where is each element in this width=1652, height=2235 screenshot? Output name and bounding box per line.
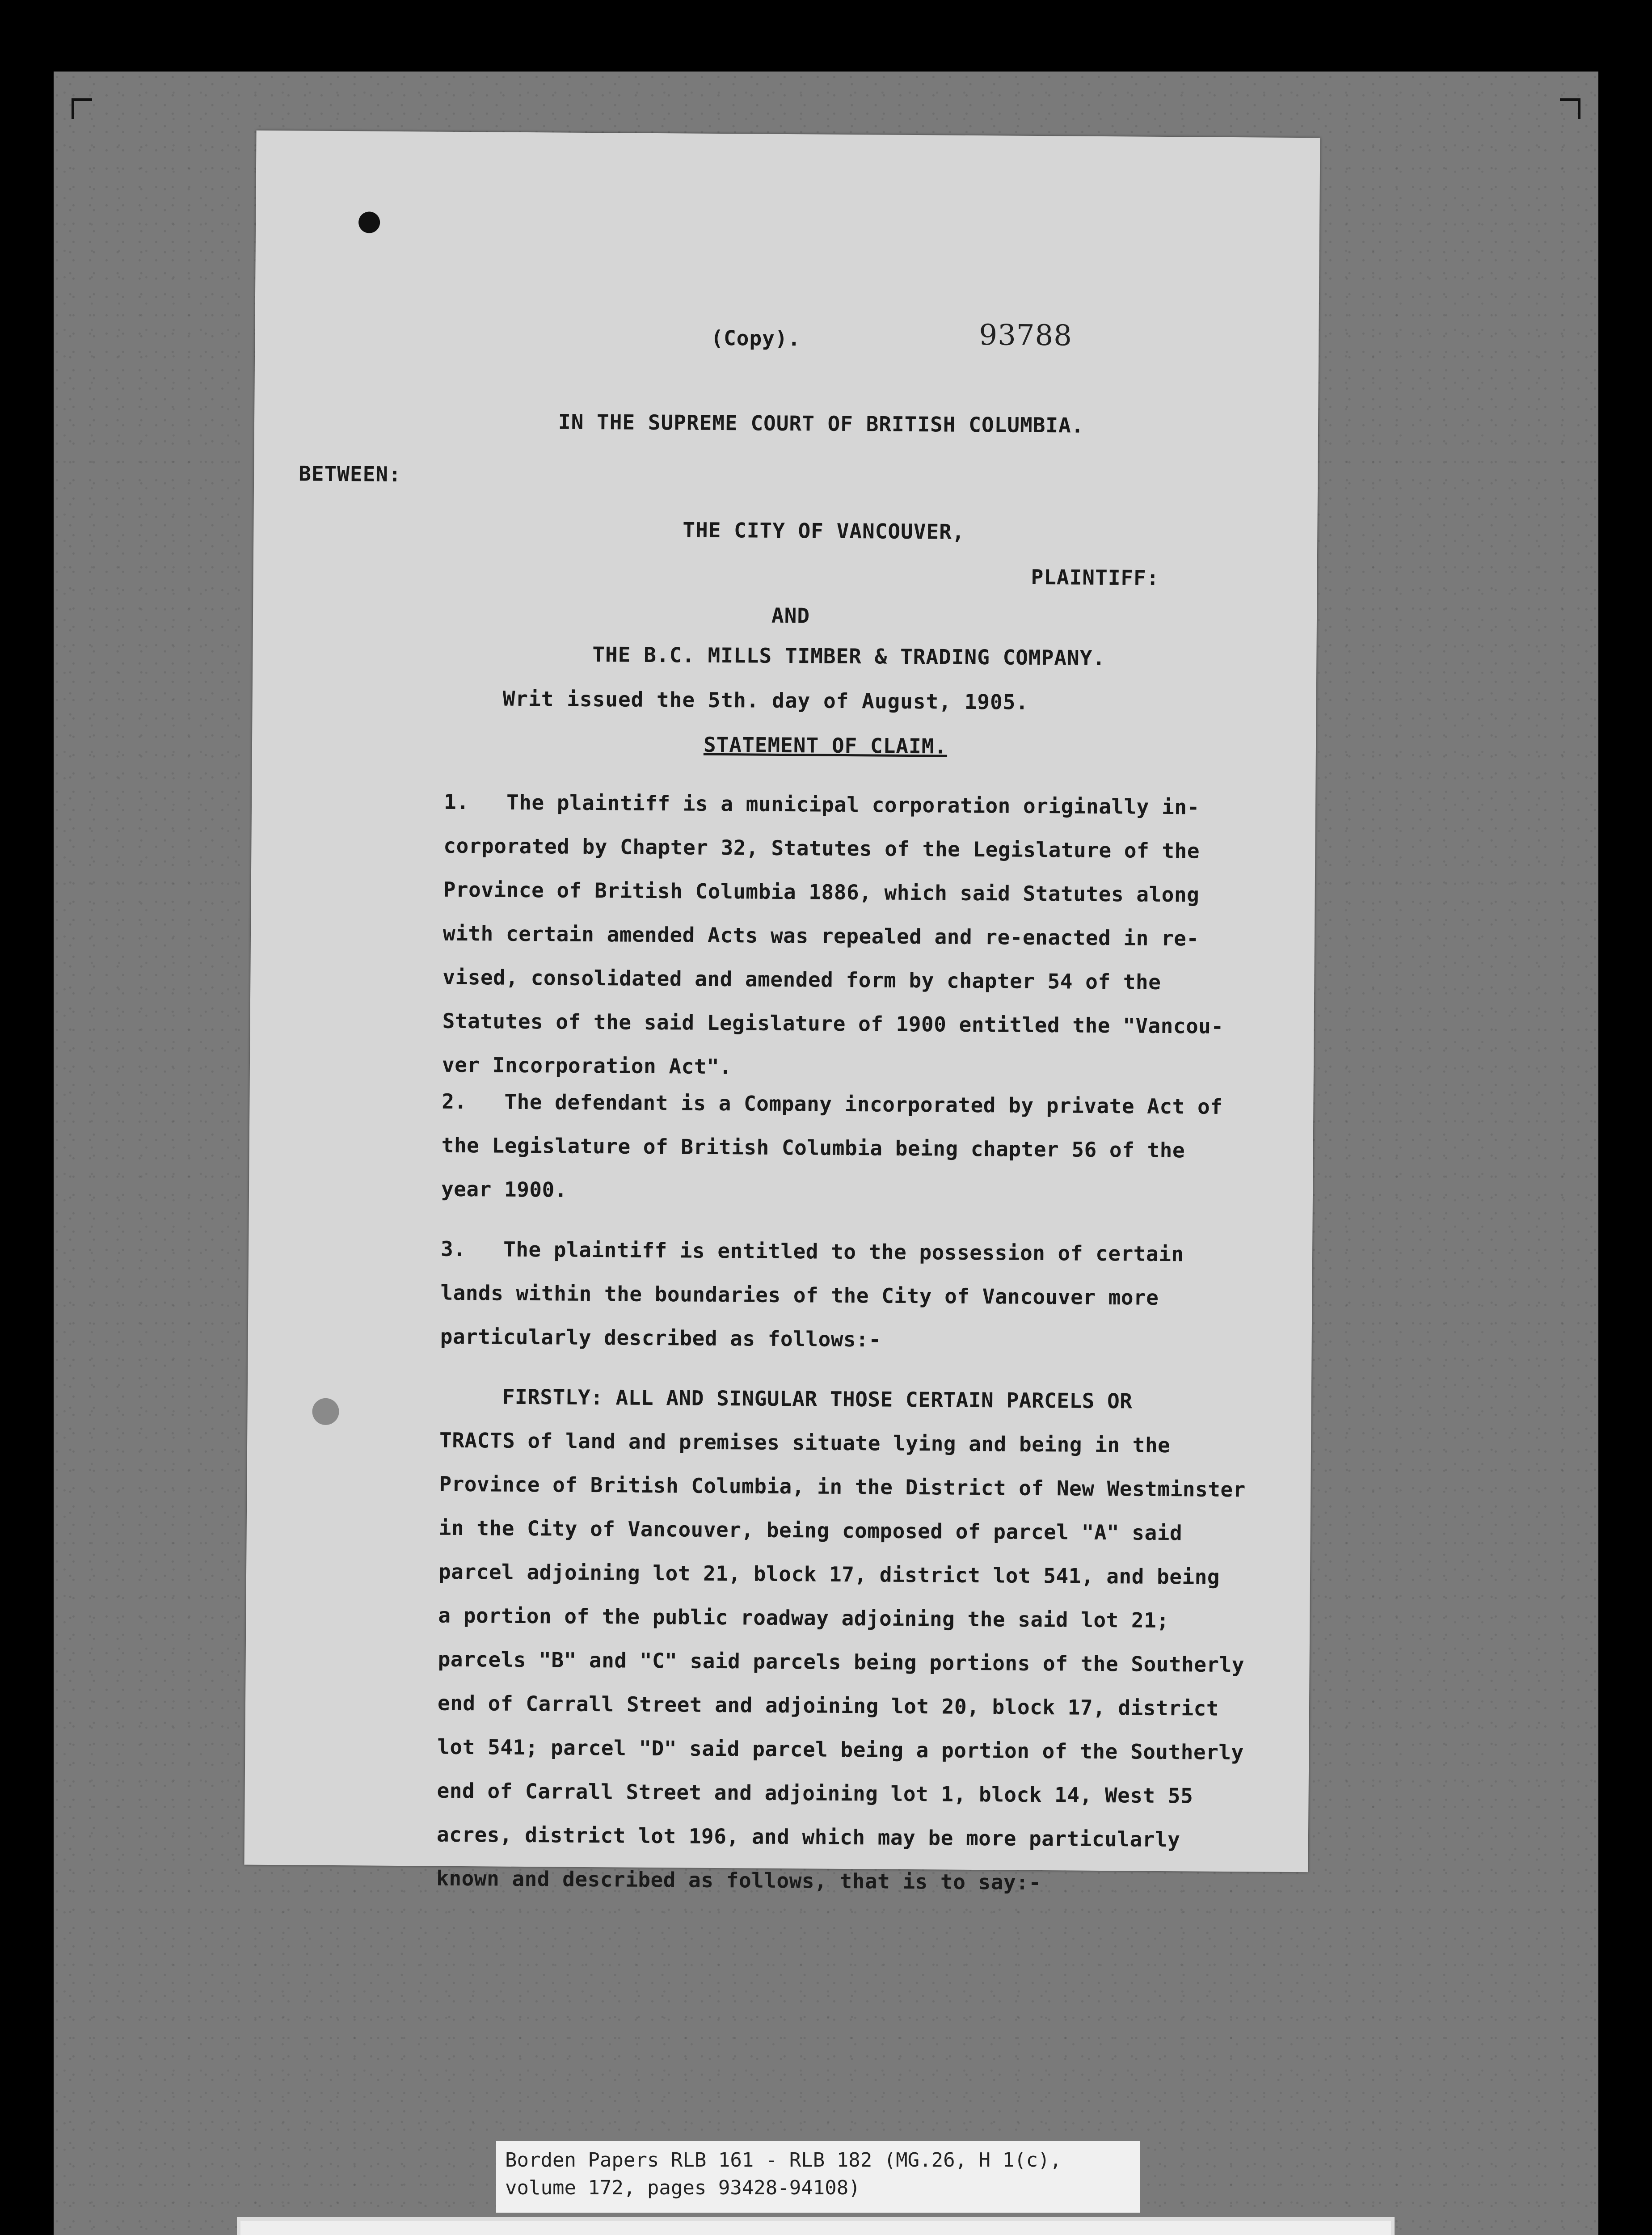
paragraph-line: The plaintiff is entitled to the possession of certain [503, 1237, 1184, 1266]
paragraph-line: corporated by Chapter 32, Statutes of the Legislature of the [443, 833, 1200, 863]
firstly-paragraph [436, 1375, 1289, 1906]
paragraph-line: the Legislature of British Columbia being chapter 56 of the [441, 1133, 1185, 1163]
archives-stamp [237, 2217, 1395, 2235]
paragraph-line: lot 541; parcel "D" said parcel being a portion of the Southerly [437, 1734, 1244, 1765]
paragraph-line: Province of British Columbia, in the District of New Westminster [439, 1472, 1246, 1502]
paragraph-line: Province of British Columbia 1886, which said Statutes along [443, 877, 1200, 907]
document-page [244, 131, 1320, 1895]
catalog-label [496, 2141, 1140, 2213]
paragraph-line: end of Carrall Street and adjoining lot 20, block 17, district [437, 1691, 1219, 1721]
paragraph-number: 2. [442, 1089, 467, 1114]
catalog-line: Borden Papers RLB 161 - RLB 182 (MG.26, H 1(c), [505, 2149, 1062, 2172]
court-title: IN THE SUPREME COURT OF BRITISH COLUMBIA. [558, 409, 1084, 438]
paragraph-line: Statutes of the said Legislature of 1900 entitled the "Vancou- [442, 1008, 1224, 1038]
paragraph-line: with certain amended Acts was repealed and re-enacted in re- [442, 921, 1199, 951]
corner-crop-mark [1560, 98, 1580, 119]
paragraph-3 [440, 1227, 1290, 1364]
paragraph-line: end of Carrall Street and adjoining lot 1, block 14, West 55 [437, 1778, 1193, 1808]
paragraph-line: year 1900. [441, 1177, 568, 1202]
paragraph-line: parcel adjoining lot 21, block 17, district lot 541, and being [438, 1559, 1220, 1589]
paragraph-number: 1. [443, 789, 469, 814]
punch-hole-icon [358, 211, 380, 233]
paragraph-line: ver Incorporation Act". [442, 1052, 732, 1079]
page-number: 93788 [979, 319, 1073, 353]
paragraph-2 [441, 1080, 1291, 1217]
defendant-name: THE B.C. MILLS TIMBER & TRADING COMPANY. [592, 642, 1106, 670]
punch-hole-icon [312, 1398, 339, 1425]
paragraph-line: The plaintiff is a municipal corporation originally in- [506, 790, 1200, 819]
paragraph-line: TRACTS of land and premises situate lying and being in the [439, 1428, 1171, 1458]
paragraph-number: 3. [440, 1236, 466, 1261]
paragraph-line: FIRSTLY: ALL AND SINGULAR THOSE CERTAIN PARCELS OR [502, 1384, 1133, 1413]
paragraph-line: in the City of Vancouver, being composed of parcel "A" said [438, 1515, 1183, 1545]
plaintiff-name: THE CITY OF VANCOUVER, [683, 518, 965, 544]
plaintiff-label: PLAINTIFF: [1031, 565, 1159, 590]
paragraph-line: vised, consolidated and amended form by chapter 54 of the [442, 965, 1161, 994]
paragraph-line: known and described as follows, that is to say:- [436, 1866, 1041, 1895]
paragraph-1 [442, 780, 1294, 1092]
paragraph-line: acres, district lot 196, and which may be more particularly [436, 1822, 1180, 1852]
paragraph-line: a portion of the public roadway adjoining the said lot 21; [438, 1603, 1169, 1633]
and-label: AND [771, 603, 810, 628]
between-label: BETWEEN: [299, 461, 401, 487]
paragraph-line: The defendant is a Company incorporated by private Act of [504, 1089, 1223, 1119]
paragraph-line: lands within the boundaries of the City of Vancouver more [440, 1280, 1159, 1310]
copy-label: (Copy). [711, 325, 801, 351]
writ-line: Writ issued the 5th. day of August, 1905. [502, 686, 1029, 714]
corner-crop-mark [72, 98, 92, 119]
claim-title: STATEMENT OF CLAIM. [703, 732, 948, 759]
catalog-line: volume 172, pages 93428-94108) [505, 2176, 860, 2199]
paragraph-line: particularly described as follows:- [440, 1324, 881, 1352]
paragraph-line: parcels "B" and "C" said parcels being portions of the Southerly [438, 1647, 1245, 1677]
